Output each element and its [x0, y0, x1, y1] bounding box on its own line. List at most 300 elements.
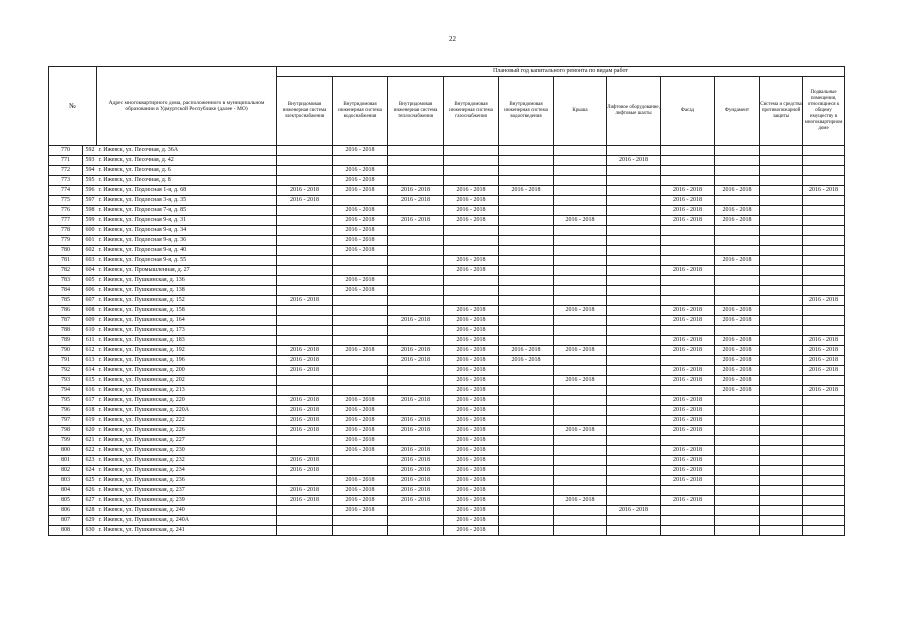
work-year-cell	[607, 346, 661, 356]
work-year-cell	[444, 226, 499, 236]
work-year-cell	[760, 226, 803, 236]
work-year-cell: 2016 - 2018	[444, 396, 499, 406]
row-mo-number: 601	[83, 236, 97, 246]
row-mo-number: 618	[83, 406, 97, 416]
work-year-cell: 2016 - 2018	[333, 216, 388, 226]
work-year-cell	[388, 376, 444, 386]
work-year-cell: 2016 - 2018	[333, 496, 388, 506]
work-year-cell	[499, 396, 554, 406]
row-address: г. Ижевск, ул. Пушкинская, д. 236	[97, 476, 277, 486]
work-year-cell	[760, 356, 803, 366]
work-year-cell	[607, 276, 661, 286]
header-col-9: Система и средства противопожарной защиты	[760, 77, 803, 146]
work-year-cell	[554, 166, 607, 176]
header-col-3: Внутридомовая инженерная система газоснабжения	[444, 77, 499, 146]
work-year-cell	[661, 256, 715, 266]
work-year-cell	[803, 206, 845, 216]
work-year-cell	[803, 156, 845, 166]
work-year-cell	[333, 516, 388, 526]
table-row	[49, 526, 845, 536]
work-year-cell	[715, 196, 760, 206]
table-row	[49, 386, 845, 396]
row-number: 803	[49, 476, 83, 486]
work-year-cell	[277, 336, 333, 346]
work-year-cell: 2016 - 2018	[444, 186, 499, 196]
row-address: г. Ижевск, ул. Пушкинская, д. 234	[97, 466, 277, 476]
work-year-cell	[607, 296, 661, 306]
work-year-cell: 2016 - 2018	[444, 266, 499, 276]
work-year-cell	[760, 386, 803, 396]
work-year-cell	[607, 396, 661, 406]
work-year-cell	[499, 506, 554, 516]
work-year-cell	[803, 256, 845, 266]
row-address: г. Ижевск, ул. Подлесная 3-я, д. 35	[97, 196, 277, 206]
work-year-cell	[554, 256, 607, 266]
table-row	[49, 516, 845, 526]
row-number: 788	[49, 326, 83, 336]
row-number: 774	[49, 186, 83, 196]
work-year-cell	[607, 196, 661, 206]
work-year-cell	[760, 516, 803, 526]
row-address: г. Ижевск, ул. Пушкинская, д. 237	[97, 486, 277, 496]
work-year-cell	[499, 326, 554, 336]
work-year-cell	[499, 266, 554, 276]
row-number: 777	[49, 216, 83, 226]
work-year-cell	[607, 216, 661, 226]
work-year-cell: 2016 - 2018	[444, 406, 499, 416]
work-year-cell: 2016 - 2018	[444, 456, 499, 466]
row-number: 801	[49, 456, 83, 466]
work-year-cell	[444, 176, 499, 186]
work-year-cell: 2016 - 2018	[715, 376, 760, 386]
work-year-cell	[333, 356, 388, 366]
work-year-cell	[803, 246, 845, 256]
work-year-cell	[499, 336, 554, 346]
work-year-cell	[499, 516, 554, 526]
work-year-cell: 2016 - 2018	[388, 396, 444, 406]
work-year-cell	[277, 436, 333, 446]
table-row	[49, 346, 845, 356]
row-number: 785	[49, 296, 83, 306]
work-year-cell: 2016 - 2018	[661, 396, 715, 406]
work-year-cell	[554, 516, 607, 526]
row-mo-number: 597	[83, 196, 97, 206]
work-year-cell: 2016 - 2018	[715, 346, 760, 356]
work-year-cell	[388, 336, 444, 346]
work-year-cell: 2016 - 2018	[607, 156, 661, 166]
work-year-cell	[277, 446, 333, 456]
work-year-cell	[715, 266, 760, 276]
work-year-cell: 2016 - 2018	[803, 366, 845, 376]
table-row	[49, 336, 845, 346]
work-year-cell: 2016 - 2018	[388, 186, 444, 196]
work-year-cell: 2016 - 2018	[444, 526, 499, 536]
work-year-cell	[277, 526, 333, 536]
work-year-cell	[760, 456, 803, 466]
work-year-cell: 2016 - 2018	[333, 396, 388, 406]
work-year-cell	[388, 386, 444, 396]
work-year-cell	[607, 366, 661, 376]
work-year-cell	[607, 356, 661, 366]
table-row	[49, 146, 845, 156]
work-year-cell	[554, 386, 607, 396]
work-year-cell	[499, 416, 554, 426]
work-year-cell: 2016 - 2018	[715, 206, 760, 216]
work-year-cell	[277, 286, 333, 296]
work-year-cell	[760, 466, 803, 476]
row-mo-number: 621	[83, 436, 97, 446]
table-row	[49, 406, 845, 416]
work-year-cell	[499, 366, 554, 376]
row-address: г. Ижевск, ул. Пушкинская, д. 240А	[97, 516, 277, 526]
work-year-cell	[388, 526, 444, 536]
work-year-cell	[333, 196, 388, 206]
work-year-cell: 2016 - 2018	[715, 356, 760, 366]
work-year-cell: 2016 - 2018	[277, 486, 333, 496]
row-address: г. Ижевск, ул. Подлесная 9-я, д. 40	[97, 246, 277, 256]
row-address: г. Ижевск, ул. Пушкинская, д. 213	[97, 386, 277, 396]
work-year-cell	[499, 226, 554, 236]
work-year-cell	[554, 446, 607, 456]
row-number: 778	[49, 226, 83, 236]
header-col-4: Внутридомовая инженерная система водоотведения	[499, 77, 554, 146]
row-address: г. Ижевск, ул. Пушкинская, д. 230	[97, 446, 277, 456]
row-mo-number: 628	[83, 506, 97, 516]
work-year-cell: 2016 - 2018	[444, 346, 499, 356]
work-year-cell	[554, 486, 607, 496]
work-year-cell	[715, 396, 760, 406]
work-year-cell	[607, 436, 661, 446]
row-number: 794	[49, 386, 83, 396]
work-year-cell	[760, 506, 803, 516]
row-number: 800	[49, 446, 83, 456]
work-year-cell	[715, 416, 760, 426]
work-year-cell	[760, 196, 803, 206]
row-number: 776	[49, 206, 83, 216]
row-address: г. Ижевск, ул. Пушкинская, д. 200	[97, 366, 277, 376]
work-year-cell: 2016 - 2018	[803, 336, 845, 346]
work-year-cell: 2016 - 2018	[715, 336, 760, 346]
work-year-cell	[333, 466, 388, 476]
work-year-cell	[499, 286, 554, 296]
work-year-cell	[661, 156, 715, 166]
work-year-cell	[554, 456, 607, 466]
table-row	[49, 466, 845, 476]
work-year-cell	[607, 206, 661, 216]
work-year-cell: 2016 - 2018	[661, 376, 715, 386]
row-number: 771	[49, 156, 83, 166]
row-address: г. Ижевск, ул. Пушкинская, д. 196	[97, 356, 277, 366]
work-year-cell	[388, 276, 444, 286]
work-year-cell	[661, 246, 715, 256]
work-year-cell	[803, 406, 845, 416]
work-year-cell	[760, 156, 803, 166]
work-year-cell: 2016 - 2018	[444, 426, 499, 436]
work-year-cell	[760, 436, 803, 446]
work-year-cell	[715, 446, 760, 456]
work-year-cell	[554, 156, 607, 166]
work-year-cell	[760, 176, 803, 186]
table-row	[49, 426, 845, 436]
work-year-cell	[607, 526, 661, 536]
work-year-cell	[760, 396, 803, 406]
work-year-cell	[661, 236, 715, 246]
work-year-cell	[803, 466, 845, 476]
work-year-cell: 2016 - 2018	[499, 356, 554, 366]
work-year-cell: 2016 - 2018	[444, 416, 499, 426]
row-number: 786	[49, 306, 83, 316]
work-year-cell: 2016 - 2018	[554, 346, 607, 356]
work-year-cell: 2016 - 2018	[661, 446, 715, 456]
work-year-cell	[715, 236, 760, 246]
work-year-cell	[333, 266, 388, 276]
work-year-cell	[661, 386, 715, 396]
work-year-cell	[715, 516, 760, 526]
row-number: 796	[49, 406, 83, 416]
table-row	[49, 456, 845, 466]
table-row	[49, 226, 845, 236]
work-year-cell	[803, 306, 845, 316]
work-year-cell	[715, 406, 760, 416]
header-col-2: Внутридомовая инженерная система теплоснабжения	[388, 77, 444, 146]
work-year-cell	[554, 466, 607, 476]
work-year-cell	[760, 336, 803, 346]
work-year-cell: 2016 - 2018	[554, 216, 607, 226]
work-year-cell	[607, 316, 661, 326]
work-year-cell	[444, 146, 499, 156]
work-year-cell: 2016 - 2018	[333, 286, 388, 296]
work-year-cell	[277, 166, 333, 176]
work-year-cell: 2016 - 2018	[444, 476, 499, 486]
row-mo-number: 603	[83, 256, 97, 266]
work-year-cell	[760, 266, 803, 276]
table-row	[49, 216, 845, 226]
row-number: 784	[49, 286, 83, 296]
work-year-cell	[607, 486, 661, 496]
work-year-cell	[607, 446, 661, 456]
work-year-cell	[277, 146, 333, 156]
work-year-cell	[499, 456, 554, 466]
work-year-cell: 2016 - 2018	[444, 376, 499, 386]
table-row	[49, 246, 845, 256]
work-year-cell	[388, 156, 444, 166]
header-address: Адрес многоквартирного дома, расположенного в муниципальном образовании в Удмуртской Республике (далее - МО)	[97, 67, 277, 146]
work-year-cell	[607, 146, 661, 156]
work-year-cell	[554, 276, 607, 286]
row-mo-number: 604	[83, 266, 97, 276]
row-number: 787	[49, 316, 83, 326]
work-year-cell	[554, 206, 607, 216]
work-year-cell	[277, 516, 333, 526]
row-number: 795	[49, 396, 83, 406]
work-year-cell: 2016 - 2018	[803, 296, 845, 306]
work-year-cell	[715, 436, 760, 446]
work-year-cell	[607, 246, 661, 256]
work-year-cell	[661, 486, 715, 496]
row-mo-number: 611	[83, 336, 97, 346]
header-plan-title: Плановый год капитального ремонта по видам работ	[277, 67, 845, 77]
work-year-cell	[388, 306, 444, 316]
table-row	[49, 256, 845, 266]
work-year-cell: 2016 - 2018	[803, 346, 845, 356]
work-year-cell: 2016 - 2018	[715, 186, 760, 196]
row-mo-number: 594	[83, 166, 97, 176]
work-year-cell: 2016 - 2018	[444, 366, 499, 376]
work-year-cell	[554, 366, 607, 376]
work-year-cell	[760, 326, 803, 336]
work-year-cell	[760, 276, 803, 286]
work-year-cell	[277, 236, 333, 246]
work-year-cell: 2016 - 2018	[444, 256, 499, 266]
work-year-cell	[554, 506, 607, 516]
work-year-cell	[661, 526, 715, 536]
work-year-cell	[607, 476, 661, 486]
work-year-cell	[388, 296, 444, 306]
work-year-cell	[499, 146, 554, 156]
work-year-cell	[803, 196, 845, 206]
work-year-cell	[607, 326, 661, 336]
row-address: г. Ижевск, ул. Промышленная, д. 27	[97, 266, 277, 276]
row-number: 808	[49, 526, 83, 536]
row-address: г. Ижевск, ул. Пушкинская, д. 226	[97, 426, 277, 436]
table-row	[49, 236, 845, 246]
work-year-cell: 2016 - 2018	[388, 476, 444, 486]
work-year-cell	[607, 256, 661, 266]
work-year-cell	[499, 216, 554, 226]
row-address: г. Ижевск, ул. Пушкинская, д. 222	[97, 416, 277, 426]
work-year-cell	[661, 436, 715, 446]
work-year-cell	[715, 326, 760, 336]
work-year-cell	[444, 246, 499, 256]
work-year-cell	[277, 216, 333, 226]
row-number: 780	[49, 246, 83, 256]
work-year-cell: 2016 - 2018	[499, 186, 554, 196]
work-year-cell	[607, 236, 661, 246]
work-year-cell	[607, 306, 661, 316]
work-year-cell	[661, 296, 715, 306]
work-year-cell	[760, 256, 803, 266]
work-year-cell	[803, 166, 845, 176]
work-year-cell	[388, 286, 444, 296]
work-year-cell	[277, 226, 333, 236]
table-row	[49, 486, 845, 496]
table-row	[49, 286, 845, 296]
work-year-cell	[607, 466, 661, 476]
table-row	[49, 296, 845, 306]
work-year-cell	[803, 396, 845, 406]
work-year-cell: 2016 - 2018	[277, 406, 333, 416]
table-row	[49, 476, 845, 486]
work-year-cell	[715, 246, 760, 256]
work-year-cell: 2016 - 2018	[661, 206, 715, 216]
work-year-cell	[277, 376, 333, 386]
work-year-cell: 2016 - 2018	[661, 186, 715, 196]
work-year-cell	[803, 176, 845, 186]
work-year-cell	[388, 166, 444, 176]
work-year-cell	[444, 236, 499, 246]
work-year-cell	[444, 276, 499, 286]
row-address: г. Ижевск, ул. Пушкинская, д. 239	[97, 496, 277, 506]
row-address: г. Ижевск, ул. Пушкинская, д. 192	[97, 346, 277, 356]
work-year-cell: 2016 - 2018	[444, 486, 499, 496]
row-address: г. Ижевск, ул. Пушкинская, д. 136	[97, 276, 277, 286]
work-year-cell	[388, 326, 444, 336]
table-row	[49, 326, 845, 336]
table-row	[49, 356, 845, 366]
capital-repair-table	[48, 66, 845, 536]
work-year-cell	[760, 296, 803, 306]
work-year-cell: 2016 - 2018	[333, 476, 388, 486]
row-address: г. Ижевск, ул. Песочная, д. 36А	[97, 146, 277, 156]
row-number: 793	[49, 376, 83, 386]
row-mo-number: 605	[83, 276, 97, 286]
work-year-cell	[333, 296, 388, 306]
work-year-cell: 2016 - 2018	[388, 356, 444, 366]
work-year-cell	[277, 476, 333, 486]
work-year-cell	[715, 176, 760, 186]
work-year-cell: 2016 - 2018	[661, 196, 715, 206]
work-year-cell: 2016 - 2018	[444, 436, 499, 446]
work-year-cell	[715, 496, 760, 506]
work-year-cell	[499, 276, 554, 286]
work-year-cell	[444, 166, 499, 176]
work-year-cell	[803, 286, 845, 296]
work-year-cell	[277, 306, 333, 316]
row-number: 804	[49, 486, 83, 496]
work-year-cell	[715, 166, 760, 176]
work-year-cell: 2016 - 2018	[333, 446, 388, 456]
work-year-cell	[803, 276, 845, 286]
work-year-cell	[760, 246, 803, 256]
work-year-cell	[388, 406, 444, 416]
work-year-cell	[499, 236, 554, 246]
work-year-cell: 2016 - 2018	[661, 416, 715, 426]
work-year-cell: 2016 - 2018	[388, 346, 444, 356]
work-year-cell	[554, 336, 607, 346]
row-mo-number: 619	[83, 416, 97, 426]
work-year-cell	[715, 506, 760, 516]
work-year-cell: 2016 - 2018	[661, 366, 715, 376]
work-year-cell: 2016 - 2018	[388, 486, 444, 496]
work-year-cell	[554, 476, 607, 486]
row-address: г. Ижевск, ул. Пушкинская, д. 202	[97, 376, 277, 386]
row-mo-number: 598	[83, 206, 97, 216]
work-year-cell	[554, 236, 607, 246]
work-year-cell	[499, 256, 554, 266]
row-number: 770	[49, 146, 83, 156]
row-mo-number: 596	[83, 186, 97, 196]
work-year-cell	[277, 256, 333, 266]
table-row	[49, 446, 845, 456]
work-year-cell	[803, 236, 845, 246]
work-year-cell	[607, 286, 661, 296]
row-mo-number: 610	[83, 326, 97, 336]
row-address: г. Ижевск, ул. Пушкинская, д. 173	[97, 326, 277, 336]
work-year-cell	[333, 526, 388, 536]
header-num: №	[49, 67, 97, 146]
row-address: г. Ижевск, ул. Пушкинская, д. 220	[97, 396, 277, 406]
work-year-cell	[388, 176, 444, 186]
table-row	[49, 186, 845, 196]
work-year-cell	[607, 266, 661, 276]
work-year-cell	[499, 486, 554, 496]
work-year-cell	[333, 456, 388, 466]
work-year-cell	[554, 396, 607, 406]
work-year-cell	[607, 416, 661, 426]
work-year-cell: 2016 - 2018	[388, 426, 444, 436]
work-year-cell: 2016 - 2018	[444, 516, 499, 526]
work-year-cell: 2016 - 2018	[444, 356, 499, 366]
